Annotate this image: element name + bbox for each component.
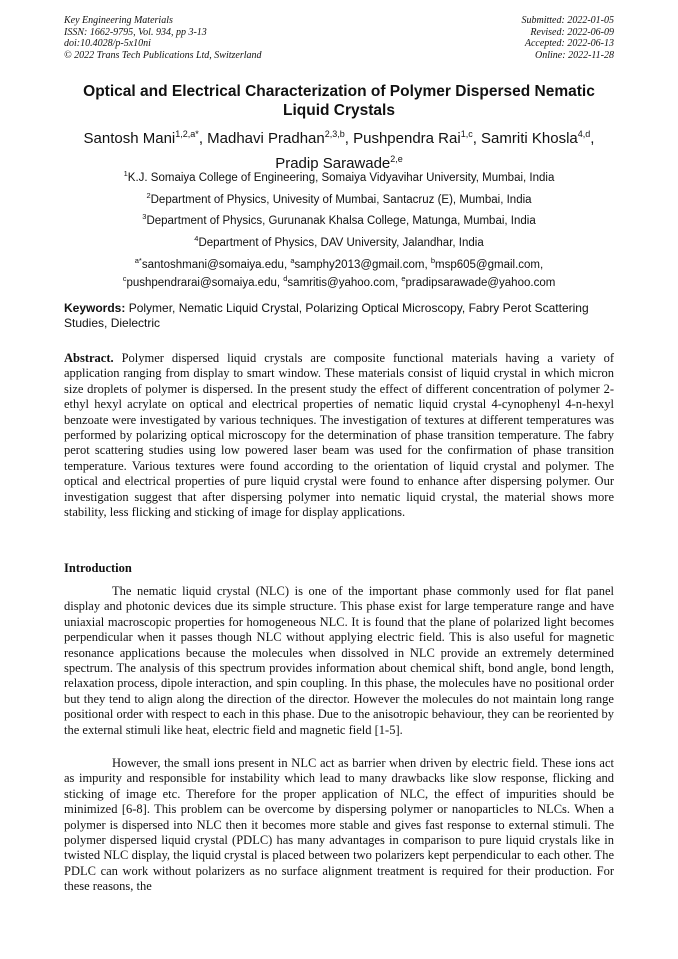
email-mark: a [290, 256, 295, 265]
author-separator: , [344, 130, 354, 147]
publication-dates [522, 15, 615, 61]
author-affiliation-mark: 1,2,a* [175, 129, 199, 139]
affiliation-4 [64, 232, 614, 250]
date-online: Online: 2022-11-28 [535, 49, 614, 61]
email-mark: a* [134, 256, 142, 265]
email-mark: e [401, 274, 406, 284]
affiliation-text: Department of Physics, DAV University, Jalandhar, India [198, 236, 484, 249]
author-affiliation-mark: 2,3,b [324, 129, 345, 139]
journal-name: Key Engineering Materials [64, 15, 173, 26]
email-separator: , [540, 258, 544, 271]
email-address[interactable]: samritis@yahoo.com [287, 277, 395, 290]
author-affiliation-mark: 2,e [390, 154, 403, 164]
affiliation-mark: 3 [142, 212, 147, 221]
affiliation-mark: 4 [194, 234, 199, 243]
email-address[interactable]: santoshmani@somaiya.edu [141, 258, 284, 271]
affiliation-3 [64, 210, 614, 228]
author-name: Pradip Sarawade [275, 155, 391, 172]
author-separator: , [590, 130, 595, 147]
affiliation-text: K.J. Somaiya College of Engineering, Somaiya Vidyavihar University, Mumbai, India [127, 171, 555, 184]
date-accepted: Accepted: 2022-06-13 [524, 38, 614, 49]
author-affiliation-mark: 4,d [577, 129, 591, 139]
introduction-heading: Introduction [64, 561, 132, 575]
email-mark: c [122, 274, 127, 284]
keywords [64, 301, 614, 331]
abstract-text: Polymer dispersed liquid crystals are composite functional materials having a variety of application ranging from display to smart window. These materials consist of liquid crystal in which micron size droplets of polymer is dispersed. In the present study the effect of different concentration of polymer 2-ethyl hexyl acrylate on optical and electrical properties of nematic liquid crystal 4-cynophenyl 4-n-hexyl benzoate were investigated by various techniques. The investigation of textures at different temperatures was performed by polarizing optical microscopy for the determination of phase transition temperature. The fabry perot scattering studies using low powered laser beam was used for the confirmation of phase transition temperature. Various textures were found according to the orientation of liquid crystal and polymer. The optical and electrical properties of pure liquid crystal were found to enhance after dispersing polymer. Our investigation suggest that after dispersing polymer into nematic liquid crystal, the material shows more stability, less flicking and sticking of image for display applications. [64, 351, 614, 520]
introduction-paragraph-2: However, the small ions present in NLC act as barrier when driven by electric field. These ions act as impurity and responsible for instability which lead to many drawbacks like slow response, flicking and sticking of image etc. Therefore for the proper application of NLC, the effect of impurities should be minimized [6-8]. This problem can be overcome by dispersing polymer or nanoparticles to NLCs. When a polymer is dispersed into NLC then it becomes more stable and gives fast response to external stimuli. The polymer dispersed liquid crystal (PDLC) has many advantages in comparison to pure liquid crystals like in twisted NLC display, the liquid crystal is placed between two polarizers kept perpendicular to each other. The PDLC can work without polarizers as no surface alignment treatment is required for their production. For these reasons, the [64, 756, 614, 894]
date-revised: Revised: 2022-06-09 [530, 26, 614, 38]
email-mark: b [430, 256, 436, 265]
affiliation-text: Department of Physics, Univesity of Mumbai, Santacruz (E), Mumbai, India [150, 193, 532, 206]
affiliation-1 [64, 167, 614, 185]
abstract-label: Abstract. [64, 351, 114, 365]
author-name: Madhavi Pradhan [207, 130, 325, 147]
email-address[interactable]: msp605@gmail.com [435, 258, 541, 271]
journal-issn: ISSN: 1662-9795, Vol. 934, pp 3-13 [64, 26, 207, 38]
journal-info [64, 15, 262, 61]
author-name: Santosh Mani [83, 130, 176, 147]
affiliation-mark: 1 [123, 169, 128, 178]
email-address[interactable]: pushpendrarai@somaiya.edu [126, 277, 277, 290]
email-separator: , [283, 258, 291, 271]
author-name: Samriti Khosla [481, 130, 578, 147]
email-separator: , [394, 277, 402, 290]
author-name: Pushpendra Rai [353, 130, 461, 147]
date-submitted: Submitted: 2022-01-05 [521, 15, 614, 26]
author-affiliation-mark: 1,c [460, 129, 473, 139]
email-separator: , [276, 277, 284, 290]
email-address[interactable]: samphy2013@gmail.com [294, 258, 425, 271]
affiliation-mark: 2 [146, 191, 151, 200]
author-emails [64, 254, 614, 291]
affiliation-text: Department of Physics, Gurunanak Khalsa College, Matunga, Mumbai, India [146, 214, 536, 227]
journal-doi: doi:10.4028/p-5x10ni [64, 38, 151, 49]
email-address[interactable]: pradipsarawade@yahoo.com [405, 277, 556, 290]
introduction-paragraph-1: The nematic liquid crystal (NLC) is one of the important phase commonly used for flat panel display and photonic devices due its simple structure. This phase exist for large temperature range and have uniaxial macroscopic properties for homogeneous NLC. It is found that the plane of polarized light becomes perpendicular when it passes though NLC without applying electric field. This is also useful for magnetic resonance applications because the molecules when dissolved in NLC provide an extremely determined spectrum. The analysis of this spectrum provides information about chemical shift, bond angle, bond length, relaxation process, dipole interaction, and spin coupling. In this phase, the molecules have no positional order but they tend to align along the direction of the director. However the molecules do not maintain long range positional order with respect to each in this phase. Due to the anisotropic behaviour, they can be reoriented by the external stimuli like heat, electric field and magnetic field [1-5]. [64, 584, 614, 737]
author-separator: , [472, 130, 482, 147]
paper-title: Optical and Electrical Characterization of Polymer Dispersed Nematic Liquid Crystals [83, 83, 595, 119]
email-mark: d [283, 274, 288, 284]
affiliation-2 [64, 189, 614, 207]
journal-copyright: © 2022 Trans Tech Publications Ltd, Switzerland [64, 49, 262, 61]
author-separator: , [198, 130, 208, 147]
keywords-label: Keywords: [64, 301, 126, 315]
abstract [64, 351, 614, 520]
email-separator: , [424, 258, 431, 271]
keywords-text: Polymer, Nematic Liquid Crystal, Polarizing Optical Microscopy, Fabry Perot Scattering Studies, Dielectric [64, 301, 589, 330]
